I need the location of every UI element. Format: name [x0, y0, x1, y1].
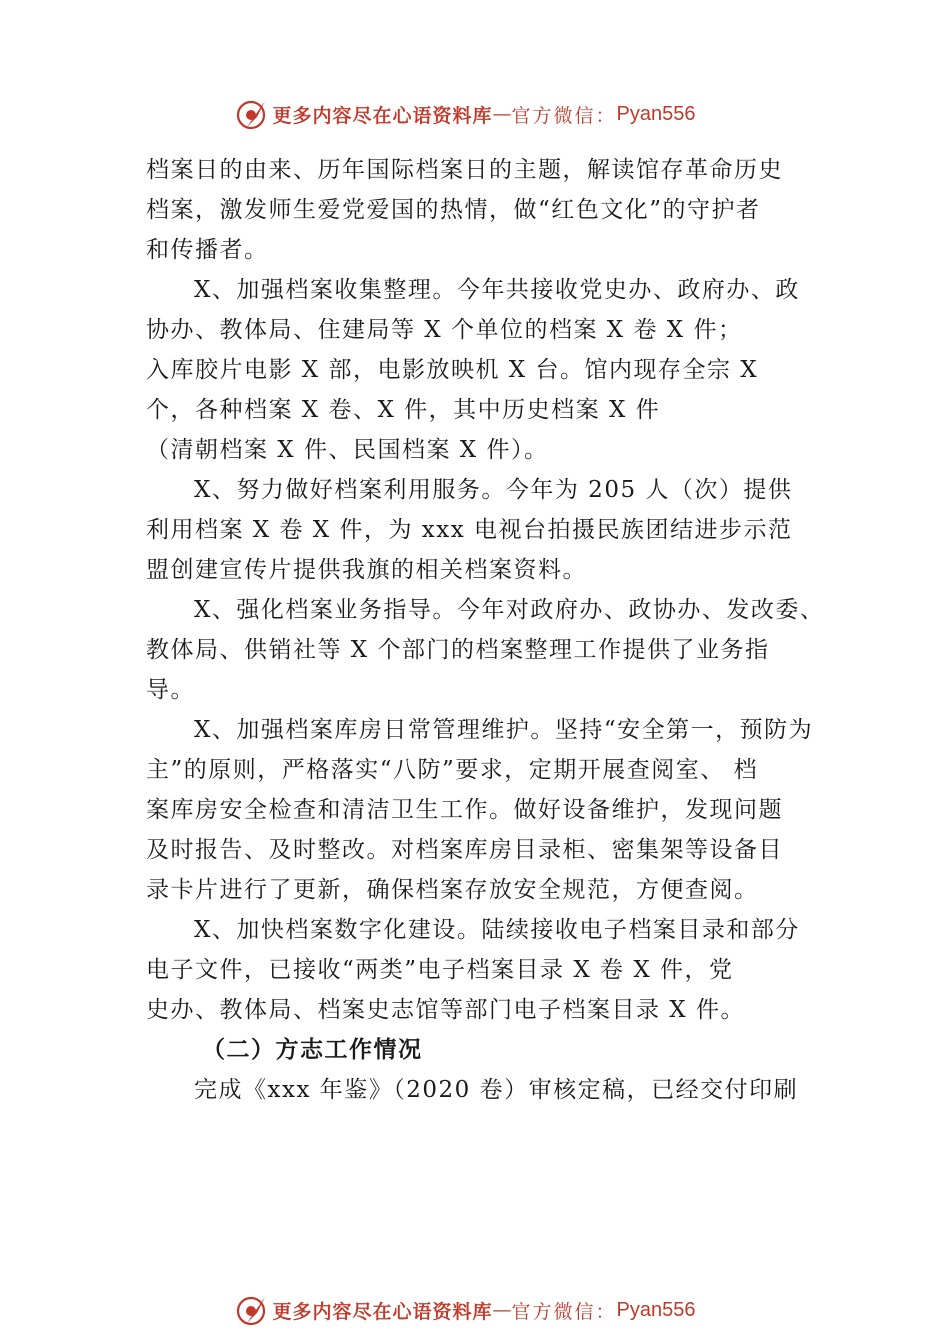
- text-line: 教体局、供销社等 X 个部门的档案整理工作提供了业务指: [146, 637, 770, 663]
- text-line: 入库胶片电影 X 部，电影放映机 X 台。馆内现存全宗 X: [146, 357, 759, 383]
- text-line: X、强化档案业务指导。今年对政府办、政协办、发改委、: [194, 597, 825, 623]
- header-banner: [0, 94, 950, 134]
- banner-separator: —: [492, 1299, 512, 1321]
- banner-wechat-label: 官方微信：: [511, 1300, 617, 1323]
- text-line: X、加快档案数字化建设。陆续接收电子档案目录和部分: [194, 917, 800, 943]
- text-line: 主”的原则，严格落实“八防”要求，定期开展查阅室、 档: [146, 757, 759, 783]
- text-line: 案库房安全检查和清洁卫生工作。做好设备维护，发现问题: [146, 797, 783, 823]
- text-line: 电子文件，已接收“两类”电子档案目录 X 卷 X 件，党: [146, 957, 734, 983]
- text-line: X、加强档案库房日常管理维护。坚持“安全第一，预防为: [194, 717, 814, 743]
- footer-banner: [0, 1290, 950, 1330]
- text-line: 录卡片进行了更新，确保档案存放安全规范，方便查阅。: [146, 877, 759, 903]
- text-line: 利用档案 X 卷 X 件，为 xxx 电视台拍摄民族团结进步示范: [146, 517, 793, 543]
- banner-site-name: 更多内容尽在心语资料库: [272, 104, 493, 127]
- text-line: 和传播者。: [146, 237, 269, 263]
- text-line: 史办、教体局、档案史志馆等部门电子档案目录 X 件。: [146, 997, 745, 1023]
- text-line: X、努力做好档案利用服务。今年为 205 人（次）提供: [194, 477, 793, 503]
- quill-logo-icon: [235, 97, 269, 131]
- text-line: 协办、教体局、住建局等 X 个单位的档案 X 卷 X 件；: [146, 317, 743, 343]
- text-line: （清朝档案 X 件、民国档案 X 件）。: [146, 437, 549, 463]
- banner-wechat-id: Pyan556: [616, 1298, 696, 1321]
- text-line: 导。: [146, 677, 195, 703]
- document-body: [146, 150, 826, 1110]
- text-line: 档案，激发师生爱党爱国的热情，做“红色文化”的守护者: [146, 197, 761, 223]
- text-line: 及时报告、及时整改。对档案库房目录柜、密集架等设备目: [146, 837, 783, 863]
- text-line: 盟创建宣传片提供我旗的相关档案资料。: [146, 557, 587, 583]
- text-line: 档案日的由来、历年国际档案日的主题，解读馆存革命历史: [146, 157, 783, 183]
- quill-logo-icon: [235, 1293, 269, 1327]
- banner-separator: —: [492, 103, 512, 125]
- banner-site-name: 更多内容尽在心语资料库: [272, 1300, 493, 1323]
- text-line: X、加强档案收集整理。今年共接收党史办、政府办、政: [194, 277, 800, 303]
- banner-wechat-id: Pyan556: [616, 102, 696, 125]
- text-line: 个，各种档案 X 卷、X 件，其中历史档案 X 件: [146, 397, 661, 423]
- banner-wechat-label: 官方微信：: [511, 104, 617, 127]
- section-heading: （二）方志工作情况: [202, 1036, 423, 1063]
- text-line: 完成《xxx 年鉴》（2020 卷）审核定稿，已经交付印刷: [194, 1077, 799, 1103]
